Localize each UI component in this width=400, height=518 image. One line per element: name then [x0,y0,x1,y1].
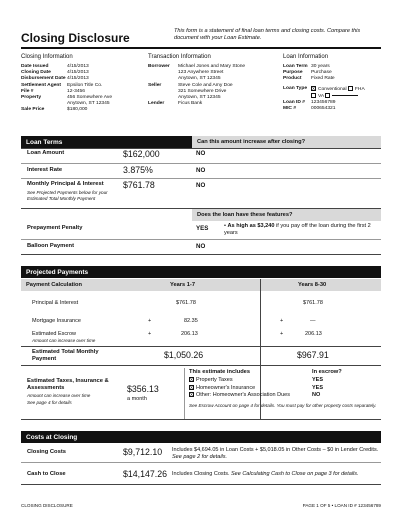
closing-costs-see: See page 2 for details. [172,454,228,460]
loan-info-list [283,64,383,112]
info-value: 4/15/2013 [67,64,89,69]
pi-note: See Projected Payments below for your Estimated Total Monthly Payment [27,190,108,201]
pp-total-1: $1,050.26 [164,350,204,360]
info-key: Settlement Agent [21,82,62,88]
includes-item [189,392,379,400]
balloon-answer: NO [196,243,206,250]
info-value: Anytown, ST 12345 [67,101,110,107]
closing-costs-detail [172,447,380,461]
in-escrow-heading: In escrow? [312,369,342,375]
pi-value: $761.78 [123,180,155,190]
costs-title: Costs at Closing [26,434,78,441]
info-value: $180,000 [67,107,88,113]
footer-left: CLOSING DISCLOSURE [21,503,73,508]
info-value: Ficus Bank [178,101,203,107]
divider [21,484,381,485]
prepayment-label: Prepayment Penalty [27,225,83,231]
closing-costs-label: Closing Costs [27,449,66,455]
col-years-1-7: Years 1-7 [170,282,195,288]
prepayment-max: As high as $3,240 [227,223,275,229]
info-value: Michael Jones and Mary Stone [178,64,246,69]
includes-label: Property Taxes [196,377,233,383]
pp-pi-1: $761.78 [176,300,196,306]
conventional-label: Conventional [318,86,347,92]
divider [21,163,381,164]
pp-pi-2: $761.78 [303,300,323,306]
features-question-header: Does the loan have these features? [192,209,381,221]
interest-rate-value: 3.875% [123,165,153,175]
includes-item [189,385,379,393]
loan-terms-title: Loan Terms [26,139,63,146]
info-key: Closing Date [21,70,51,76]
info-key: Date Issued [21,64,49,69]
info-key: File # [21,88,34,94]
transaction-info-list [148,64,278,107]
escrow-answer: NO [312,392,321,399]
escrow-answer: YES [312,384,324,391]
includes-label: Other: Homeowner's Association Dues [196,392,290,399]
includes-heading: This estimate includes [189,369,251,375]
divider [21,365,381,366]
info-value: 321 Somewhere Drive [178,88,227,94]
info-key: Lender [148,101,165,107]
divider [21,208,381,209]
intro-text: This form is a statement of final loan terms and closing costs. Compare this document with your Loan Estimate. [174,28,361,41]
cash-to-close-see: See Calculating Cash to Close on page 3 for details. [231,471,359,477]
divider [21,239,381,240]
closing-costs-amount: $9,712.10 [123,447,163,457]
other-type-checkbox[interactable] [325,93,330,98]
prepayment-text: if you pay off the loan during the first 2 years [224,223,371,236]
increase-question-header: Can this amount increase after closing? [192,136,381,148]
interest-rate-answer: NO [196,167,206,174]
loan-amount-label: Loan Amount [27,150,65,156]
projected-payments-bar [21,266,381,278]
va-checkbox[interactable] [311,93,316,98]
loan-id-value: 123456789 [311,99,336,105]
interest-rate-label: Interest Rate [27,167,63,173]
purpose-value: Purchase [311,70,332,76]
other-type-field[interactable] [332,95,358,96]
info-row [148,101,278,107]
pp-escrow-2: 206.13 [305,331,322,337]
mic-label: MIC # [283,105,297,111]
loan-id-label: Loan ID # [283,99,306,105]
includes-label: Homeowner's Insurance [196,384,256,391]
pp-pi-label: Principal & Interest [32,300,79,306]
product-value: Fixed Rate [311,76,335,82]
closing-info-heading: Closing Information [21,54,73,60]
divider [21,254,381,255]
purpose-label: Purpose [283,70,303,76]
prepayment-detail: • As high as $3,240 if you pay off the loan during the first 2 years [224,223,371,236]
info-value: Anytown, ST 12345 [178,95,221,101]
includes-checkbox[interactable]: X [190,392,194,398]
escrow-note: See Escrow Account on page 4 for details. You must pay for other property costs separately. [189,403,377,408]
divider [21,178,381,179]
closing-costs-text: Includes $4,694.05 in Loan Costs + $5,018.05 in Other Costs – $0 in Lender Credits. [172,447,379,453]
mic-value: 000654321 [311,105,336,111]
loan-term-value: 30 years [311,64,330,69]
pp-escrow-note: Amount can increase over time [32,338,96,343]
col-years-8-30: Years 8-30 [298,282,327,288]
fha-checkbox[interactable] [348,86,353,91]
fha-label: FHA [354,86,365,92]
cash-to-close-text: Includes Closing Costs. [172,471,230,477]
divider [21,148,381,149]
pp-total-label: Estimated Total Monthly Payment [32,349,99,362]
taxes-label: Estimated Taxes, Insurance & Assessments [27,378,109,391]
info-value: 12-3456 [67,88,85,94]
va-label: VA [318,93,324,99]
divider [21,462,381,463]
pp-mi-plus-2: + [280,318,284,324]
info-key: Seller [148,82,162,88]
taxes-note-1: Amount can increase over time [27,393,91,398]
loan-amount-value: $162,000 [123,149,160,159]
info-value: 4/15/2013 [67,70,89,76]
pp-escrow-plus-2: + [280,331,284,337]
info-value: 456 Somewhere Ave [67,95,113,101]
info-value: 4/15/2013 [67,76,89,82]
balloon-label: Balloon Payment [27,243,75,249]
pi-answer: NO [196,182,206,189]
payment-calc-header [21,279,381,291]
loan-term-label: Loan Term [283,64,308,69]
info-row [21,107,146,113]
closing-info-list [21,64,146,114]
taxes-divider [184,368,185,419]
pp-mi-label: Mortgage Insurance [32,318,81,324]
pp-mi-1: 82.35 [184,318,198,324]
cash-to-close-label: Cash to Close [27,471,66,477]
pi-label: Monthly Principal & Interest [27,181,104,187]
conventional-checkbox[interactable]: X [312,85,316,91]
costs-bar [21,431,381,443]
pp-escrow-label: Estimated Escrow [32,331,77,337]
includes-checkbox[interactable]: X [190,384,194,390]
taxes-period: a month [127,396,147,402]
includes-checkbox[interactable]: X [190,377,194,383]
loan-type-label: Loan Type [283,86,308,92]
prepayment-answer: YES [196,225,209,232]
loan-info-heading: Loan Information [283,54,329,60]
pp-mi-2: — [310,318,316,324]
info-value: Epsilon Title Co. [67,82,103,88]
page-title: Closing Disclosure [21,31,130,45]
includes-list [189,377,379,400]
pp-escrow-1: 206.13 [181,331,198,337]
info-value: Anytown, ST 12345 [178,76,221,82]
taxes-amount: $356.13 [127,384,159,394]
cash-to-close-amount: $14,147.26 [123,469,168,479]
info-key: Borrower [148,64,170,69]
escrow-answer: YES [312,377,324,383]
taxes-note-2: See page 4 for details [27,400,72,405]
pp-mi-plus-1: + [148,318,152,324]
projected-payments-title: Projected Payments [26,269,89,276]
pp-escrow-plus-1: + [148,331,152,337]
loan-amount-answer: NO [196,150,206,157]
transaction-info-heading: Transaction Information [148,54,211,60]
info-value: Steve Cole and Amy Doe [178,82,233,88]
header-rule [21,47,381,49]
divider [21,346,381,347]
info-key: Disbursement Date [21,76,66,82]
info-value: 123 Anywhere Street [178,70,224,76]
payment-calc-label: Payment Calculation [26,282,82,288]
product-label: Product [283,76,302,82]
pp-total-2: $967.91 [297,350,329,360]
footer-right: PAGE 1 OF 5 • LOAN ID # 123456789 [302,503,381,508]
info-key: Property [21,95,42,101]
cash-to-close-detail [172,471,380,477]
divider [21,419,381,420]
includes-item [189,377,379,385]
info-key: Sale Price [21,107,45,113]
